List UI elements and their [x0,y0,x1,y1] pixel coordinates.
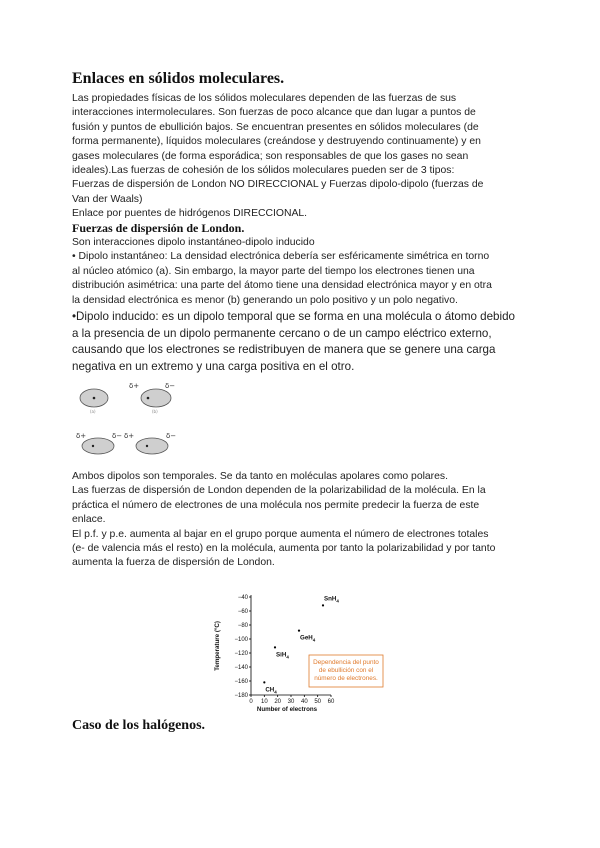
x-tick-label: 30 [287,699,295,705]
y-tick-label: −80 [237,623,248,629]
text-line: fusión y puntos de ebullición bajos. Se encuentran presentes en sólidos moleculares (de [72,121,479,133]
y-tick-label: −40 [237,595,248,601]
annotation-text-line: número de electrones. [314,675,378,682]
y-tick-label: −100 [234,637,248,643]
x-tick-label: 10 [260,699,268,705]
text-line: interacciones intermoleculares. Son fuerzas de poco alcance que dan lugar a puntos de [72,107,476,119]
text-line: Enlace por puentes de hidrógenos DIRECCIONAL. [72,208,308,220]
delta-plus-label: δ+ [76,432,87,440]
dipole-diagram [74,378,194,458]
induced-dipole-pair [76,432,176,454]
text-line: Fuerzas de dispersión de London NO DIRECCIONAL y Fuerzas dipolo-dipolo (fuerzas de [72,179,484,191]
text-line: gases moleculares (de forma esporádica; son responsables de que los gases no sean [72,150,469,162]
point-label-sih4: SiH$_4$ [276,651,289,660]
polarizability-paragraph [72,470,532,571]
y-tick-label: −180 [234,693,248,699]
annotation-text-line: Dependencia del punto [313,659,379,666]
london-paragraph [72,236,532,308]
caption-a: (a) [90,409,96,414]
text-line: • Dipolo instantáneo: La densidad electrónica debería ser esféricamente simétrica en torno [72,251,490,263]
data-point-geh4 [298,630,300,632]
chart-annotation [309,655,383,687]
x-tick-label: 40 [300,699,308,705]
y-tick-label: −60 [237,609,248,615]
text-line: enlace. [72,514,106,526]
y-axis-label: Temperature (°C) [214,621,221,671]
text-line: Las propiedades físicas de los sólidos moleculares dependen de las fuerzas de sus [72,93,457,104]
y-tick-label: −140 [234,665,248,671]
delta-plus-label: δ+ [129,382,140,390]
text-line: Las fuerzas de dispersión de London dependen de la polarizabilidad de la molécula. En la [72,485,486,497]
delta-minus-label: δ− [166,432,177,440]
text-line: Son interacciones dipolo instantáneo-dipolo inducido [72,237,315,248]
text-line: causando que los electrones se redistribuyen de manera que se genere una carga [72,343,496,357]
boiling-point-chart [205,585,390,720]
x-tick-label: 0 [249,699,253,705]
text-line: Ambos dipolos son temporales. Se da tanto en moléculas apolares como polares. [72,471,449,482]
y-tick-label: −120 [234,651,248,657]
x-axis-label: Number of electrons [256,706,318,713]
text-line: aumenta la fuerza de dispersión de London. [72,557,275,569]
chart-axes [214,595,335,713]
point-label-geh4: GeH$_4$ [300,634,316,643]
induced-dipole-paragraph [72,309,532,375]
heading-fuerzas-london: Fuerzas de dispersión de London. [72,221,245,235]
point-label-snh4: SnH$_4$ [324,595,339,604]
point-label-ch4: $CH_4$ [265,686,277,695]
text-line: a la presencia de un dipolo permanente cercano o de un campo eléctrico externo, [72,326,492,340]
text-line: ideales).Las fuerzas de cohesión de los sólidos moleculares pueden ser de 3 tipos: [72,165,455,177]
text-line: El p.f. y p.e. aumenta al bajar en el grupo porque aumenta el número de electrones totales [72,528,489,540]
text-line: negativa en un extremo y una carga positiva en el otro. [72,359,355,373]
caption-b: (b) [152,409,158,414]
x-tick-label: 60 [327,699,335,705]
atom-a-symmetric [80,389,108,414]
x-tick-label: 50 [314,699,322,705]
text-line: distribución asimétrica: una parte del átomo tiene una densidad electrónica mayor y en otra [72,280,492,292]
delta-plus-label: δ+ [124,432,135,440]
text-line: la densidad electrónica es menor (b) generando un polo positivo y un polo negativo. [72,294,458,306]
data-point-snh4 [322,604,324,606]
text-line: al núcleo atómico (a). Sin embargo, la mayor parte del tiempo los electrones tienen una [72,265,475,277]
delta-minus-label: δ− [112,432,123,440]
intro-paragraph [72,92,532,222]
annotation-text-line: de ebullición con el [318,667,374,674]
x-tick-label: 20 [274,699,282,705]
data-point-ch4 [263,681,265,683]
text-line: forma permanente), líquidos moleculares (creándose y destruyendo continuamente) y en [72,136,481,148]
heading-caso-halogenos: Caso de los halógenos. [72,718,206,733]
text-line: práctica el número de electrones de una molécula nos permite predecir la fuerza de este [72,499,480,511]
delta-minus-label: δ− [165,382,176,390]
text-line: (e- de valencia más el resto) en la molécula, aumenta por tanto la polarizabilidad y por tanto [72,543,496,555]
heading-enlaces-solidos-moleculares: Enlaces en sólidos moleculares. [72,70,285,87]
y-tick-label: −160 [234,679,248,685]
text-line: •Dipolo inducido: es un dipolo temporal que se forma en una molécula o átomo debido [72,310,515,323]
text-line: Van der Waals) [72,193,143,205]
data-point-sih4 [274,646,276,648]
atom-b-instantaneous-dipole [129,382,175,414]
